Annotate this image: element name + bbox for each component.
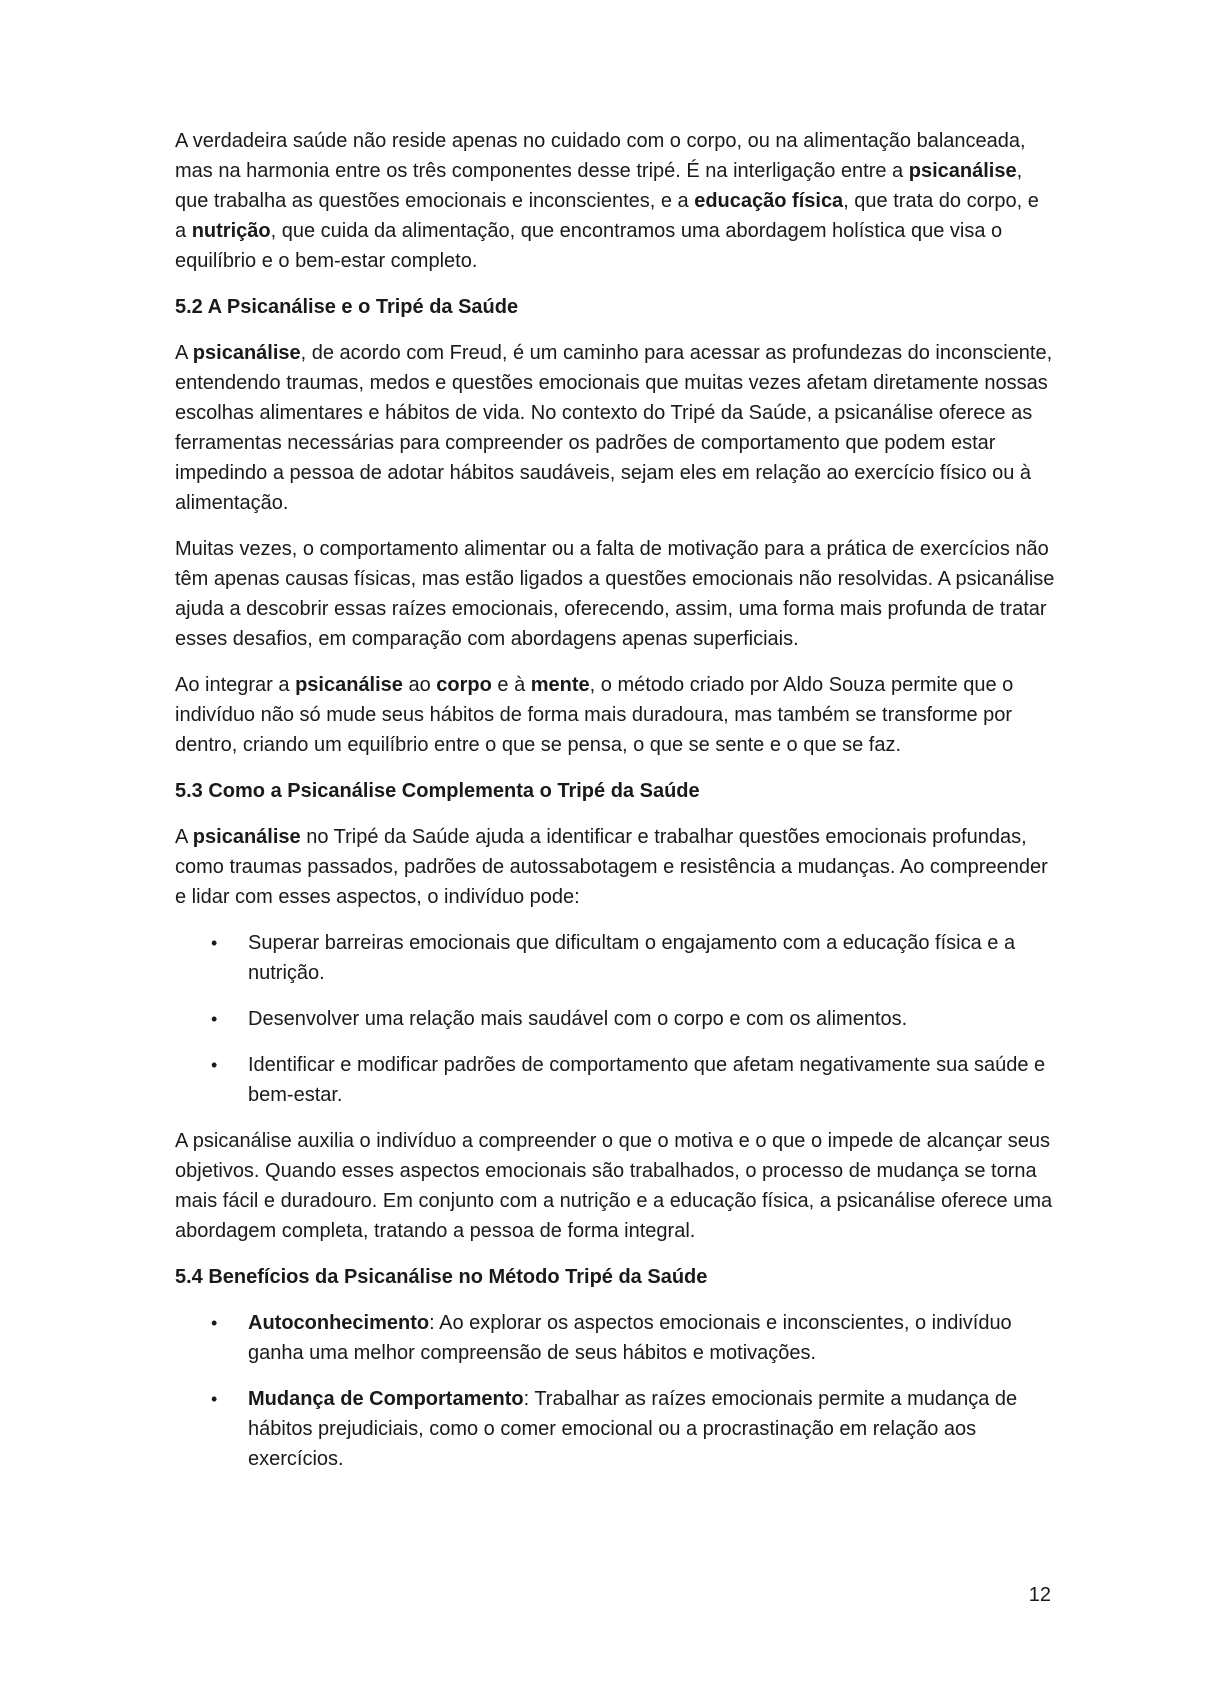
bold-term: psicanálise [295,674,403,696]
list-item-text: Identificar e modificar padrões de comportamento que afetam negativamente sua saúde e bem-estar. [248,1054,1046,1106]
list-item-text: Superar barreiras emocionais que dificultam o engajamento com a educação física e a nutrição. [248,932,1016,984]
paragraph-text: , o método criado por Aldo Souza permite que o indivíduo não só mude seus hábitos de forma mais duradoura, mas também se transforme por dentro, criando um equilíbrio entre o que se pensa, o que se sente e o que se faz. [175,674,1014,756]
paragraph [175,822,1055,912]
bold-term: psicanálise [192,826,301,848]
document-page [175,126,1055,1490]
bold-term: corpo [436,674,492,696]
list-item-text: : Ao explorar os aspectos emocionais e inconscientes, o indivíduo ganha uma melhor compreensão de seus hábitos e motivações. [248,1312,1012,1364]
section-heading-5-2: 5.2 A Psicanálise e o Tripé da Saúde [175,296,519,318]
bold-term: psicanálise [192,342,301,364]
list-item [175,1384,1055,1474]
paragraph-text: e à [491,674,531,696]
bold-term: educação física [694,190,844,212]
paragraph [175,670,1055,760]
paragraph-text: A [175,826,193,848]
bullet-icon: • [211,1313,218,1333]
paragraph-text: , de acordo com Freud, é um caminho para acessar as profundezas do inconsciente, entendendo traumas, medos e questões emocionais que muitas vezes afetam diretamente nossas escolhas alimentares e hábitos de vida. No contexto do Tripé da Saúde, a psicanálise oferece as ferramentas necessárias para compreender os padrões de comportamento que podem estar impedindo a pessoa de adotar hábitos saudáveis, sejam eles em relação ao exercício físico ou à alimentação. [175,342,1053,514]
list-item [175,1050,1055,1110]
intro-text: A verdadeira saúde não reside apenas no cuidado com o corpo, ou na alimentação balanceada, mas na harmonia entre os três componentes desse tripé. É na interligação entre a [175,130,1026,182]
list-item [175,1004,1055,1034]
intro-text: , que trabalha as questões emocionais e inconscientes, e a [175,160,1023,212]
intro-text: , que cuida da alimentação, que encontramos uma abordagem holística que visa o equilíbrio e o bem-estar completo. [175,220,1003,272]
paragraph: Muitas vezes, o comportamento alimentar ou a falta de motivação para a prática de exercícios não têm apenas causas físicas, mas estão ligados a questões emocionais não resolvidas. A psicanálise ajuda a descobrir essas raízes emocionais, oferecendo, assim, uma forma mais profunda de tratar esses desafios, em comparação com abordagens apenas superficiais. [175,538,1055,650]
bold-term: Mudança de Comportamento [248,1388,524,1410]
paragraph-text: ao [402,674,437,696]
bullet-list [175,1308,1055,1474]
list-item-text: : Trabalhar as raízes emocionais permite a mudança de hábitos prejudiciais, como o comer emocional ou a procrastinação em relação aos exercícios. [248,1388,1018,1470]
intro-paragraph [175,126,1055,276]
list-item [175,1308,1055,1368]
bold-term: Autoconhecimento [248,1312,430,1334]
bullet-icon: • [211,1009,218,1029]
list-item-text: Desenvolver uma relação mais saudável com o corpo e com os alimentos. [248,1008,908,1030]
bullet-icon: • [211,933,218,953]
bullet-icon: • [211,1055,218,1075]
bullet-icon: • [211,1389,218,1409]
paragraph-text: A [175,342,193,364]
paragraph [175,338,1055,518]
page-number: 12 [1028,1584,1051,1606]
paragraph: A psicanálise auxilia o indivíduo a compreender o que o motiva e o que o impede de alcançar seus objetivos. Quando esses aspectos emocionais são trabalhados, o processo de mudança se torna mais fácil e duradouro. Em conjunto com a nutrição e a educação física, a psicanálise oferece uma abordagem completa, tratando a pessoa de forma integral. [175,1130,1053,1242]
bold-term: mente [530,674,590,696]
list-item [175,928,1055,988]
section-heading-5-3: 5.3 Como a Psicanálise Complementa o Tripé da Saúde [175,780,700,802]
section-heading-5-4: 5.4 Benefícios da Psicanálise no Método Tripé da Saúde [175,1266,708,1288]
bullet-list [175,928,1055,1110]
paragraph-text: no Tripé da Saúde ajuda a identificar e trabalhar questões emocionais profundas, como traumas passados, padrões de autossabotagem e resistência a mudanças. Ao compreender e lidar com esses aspectos, o indivíduo pode: [175,826,1048,908]
intro-text: , que trata do corpo, e a [175,190,1039,242]
bold-term: nutrição [191,220,271,242]
paragraph-text: Ao integrar a [175,674,296,696]
bold-term: psicanálise [908,160,1017,182]
